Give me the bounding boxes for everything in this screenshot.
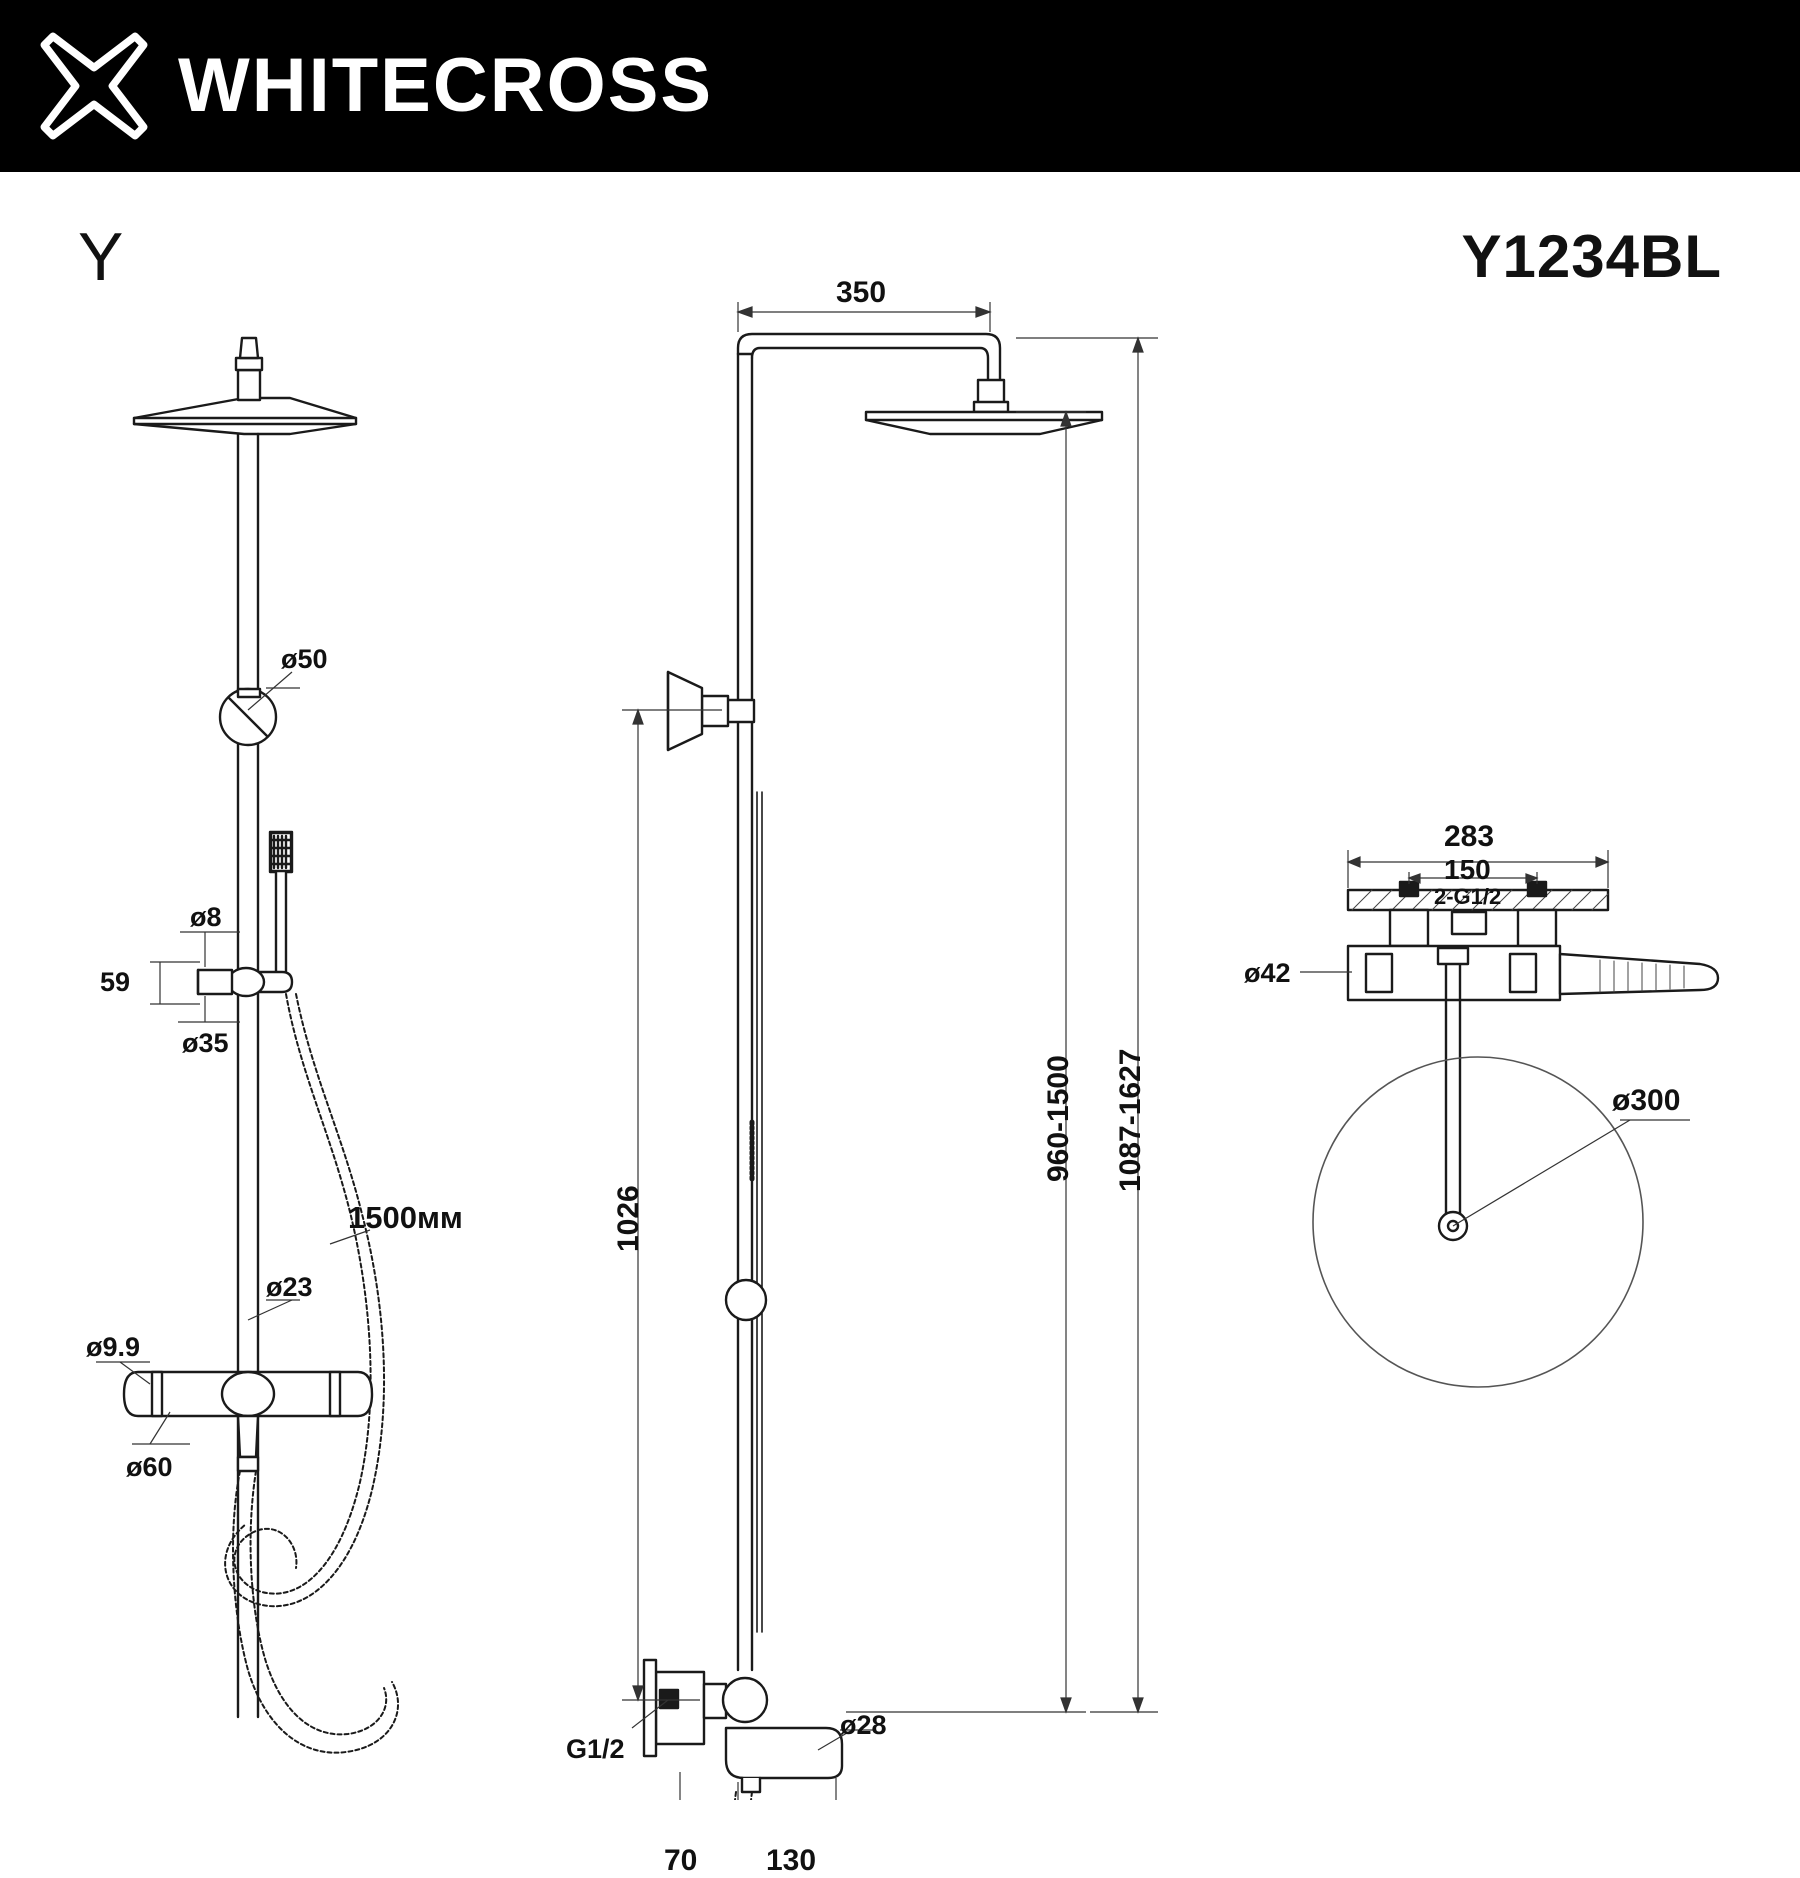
- dim-label-960-1500: 960-1500: [1042, 1055, 1075, 1182]
- dim-label-d28: ø28: [840, 1710, 887, 1740]
- detail-view-geometry: [1313, 882, 1718, 1387]
- drawing-vectors: [0, 172, 1800, 1800]
- front-hand-shower-holder: [198, 968, 292, 996]
- dim-label-350: 350: [836, 276, 887, 309]
- dim-label-d42: ø42: [1244, 958, 1291, 988]
- dim-label-2-g12: 2-G1/2: [1434, 884, 1502, 909]
- dim-label-d23: ø23: [266, 1272, 313, 1302]
- dim-label-59: 59: [100, 967, 131, 997]
- dim-label-d35: ø35: [182, 1028, 229, 1058]
- model-code: Y1234BL: [1461, 223, 1722, 290]
- dim-label-d60: ø60: [126, 1452, 173, 1482]
- side-dimension-lines: [622, 302, 1158, 1800]
- header-bar: [0, 0, 1800, 172]
- dim-label-1087-1627: 1087-1627: [1114, 1048, 1147, 1192]
- dim-label-283: 283: [1444, 820, 1495, 853]
- dim-label-150: 150: [1444, 854, 1491, 885]
- dim-label-g12: G1/2: [566, 1734, 625, 1764]
- side-view-geometry: [644, 334, 1102, 1800]
- dim-label-1026: 1026: [612, 1185, 645, 1252]
- dim-label-d50: ø50: [281, 644, 328, 674]
- dim-label-70: 70: [664, 1844, 698, 1877]
- front-rain-head: [134, 338, 356, 434]
- front-hand-shower: [270, 832, 292, 987]
- dim-label-d8: ø8: [190, 902, 222, 932]
- front-diverter-collar: [220, 689, 276, 745]
- brand-name: WHITECROSS: [178, 43, 714, 128]
- x-cross-logo-icon: [40, 32, 148, 140]
- dim-label-hose-length: 1500мм: [348, 1200, 463, 1235]
- dim-label-d300: ø300: [1612, 1084, 1681, 1117]
- front-dimension-lines: [96, 672, 370, 1444]
- dim-label-d99: ø9.9: [86, 1332, 141, 1362]
- front-riser-pipe: [238, 434, 258, 1717]
- series-letter: Y: [78, 219, 124, 295]
- technical-drawing-canvas: [0, 172, 1800, 1877]
- dim-label-130: 130: [766, 1844, 817, 1877]
